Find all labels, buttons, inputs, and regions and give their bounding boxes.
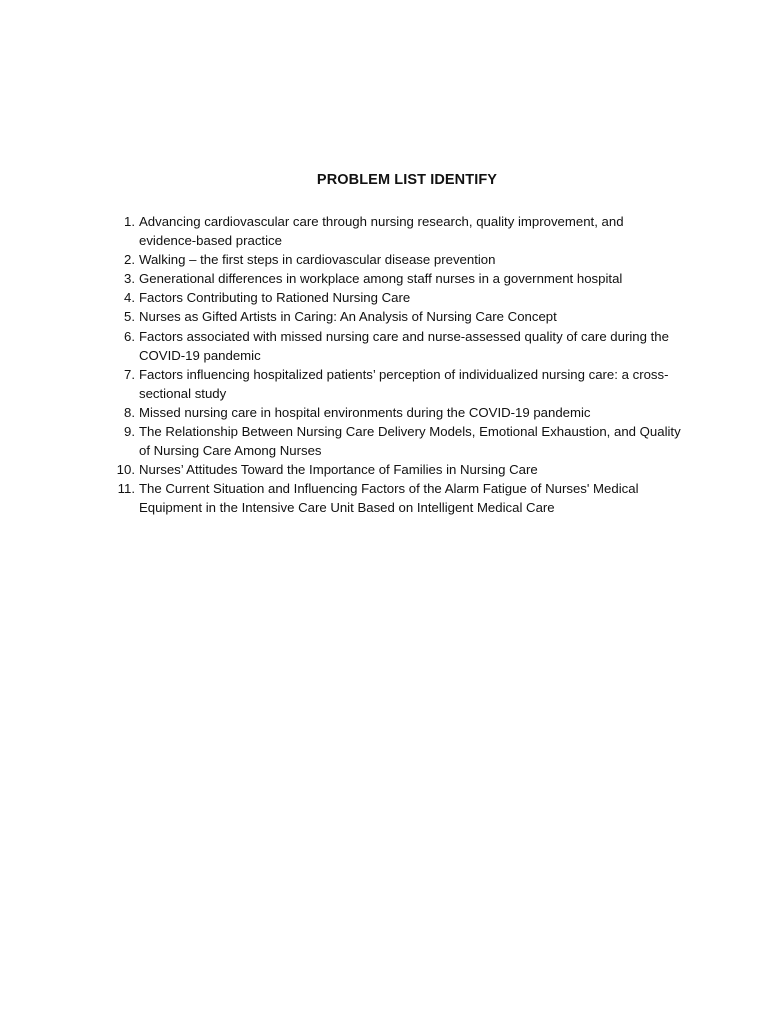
list-item-number: 10. [116,462,135,478]
list-item [111,212,681,250]
list-item-number: 5. [124,309,135,325]
problem-list [111,212,681,518]
list-item-number: 4. [124,290,135,306]
list-item [111,460,681,479]
list-item-number: 1. [124,214,135,229]
list-item-text: The Current Situation and Influencing Factors of the Alarm Fatigue of Nurses' Medical Equipment in the Intensive Care Unit Based on Intelligent Medical Care [139,481,639,516]
list-item-text: Missed nursing care in hospital environments during the COVID-19 pandemic [139,404,591,420]
list-item-number: 6. [124,328,135,344]
list-item-text: Factors influencing hospitalized patients’ perception of individualized nursing care: a cross-sectional study [139,366,669,401]
list-item-text: Advancing cardiovascular care through nursing research, quality improvement, and evidence-based practice [139,214,624,249]
list-item-text: Generational differences in workplace among staff nurses in a government hospital [139,271,623,287]
list-item-number: 7. [124,366,135,382]
list-item [111,250,681,269]
list-item [111,422,681,460]
list-item [111,269,681,288]
list-item-number: 11. [117,481,135,497]
list-item-text: Nurses’ Attitudes Toward the Importance of Families in Nursing Care [139,462,538,478]
document-title: PROBLEM LIST IDENTIFY [316,172,498,188]
list-item-text: Nurses as Gifted Artists in Caring: An Analysis of Nursing Care Concept [139,309,557,325]
list-item [111,365,681,403]
list-item [111,479,681,517]
list-item [111,307,681,326]
list-item-text: Factors associated with missed nursing care and nurse-assessed quality of care during the COVID-19 pandemic [139,328,669,363]
list-item-text: The Relationship Between Nursing Care Delivery Models, Emotional Exhaustion, and Quality of Nursing Care Among Nurses [139,424,681,459]
list-item-number: 9. [124,424,135,440]
list-item-number: 8. [124,404,135,420]
list-item [111,327,681,365]
list-item-text: Walking – the first steps in cardiovascular disease prevention [139,252,496,268]
list-item [111,403,681,422]
list-item-number: 3. [124,271,135,287]
list-item [111,288,681,307]
list-item-text: Factors Contributing to Rationed Nursing Care [139,290,411,306]
list-item-number: 2. [124,252,135,268]
